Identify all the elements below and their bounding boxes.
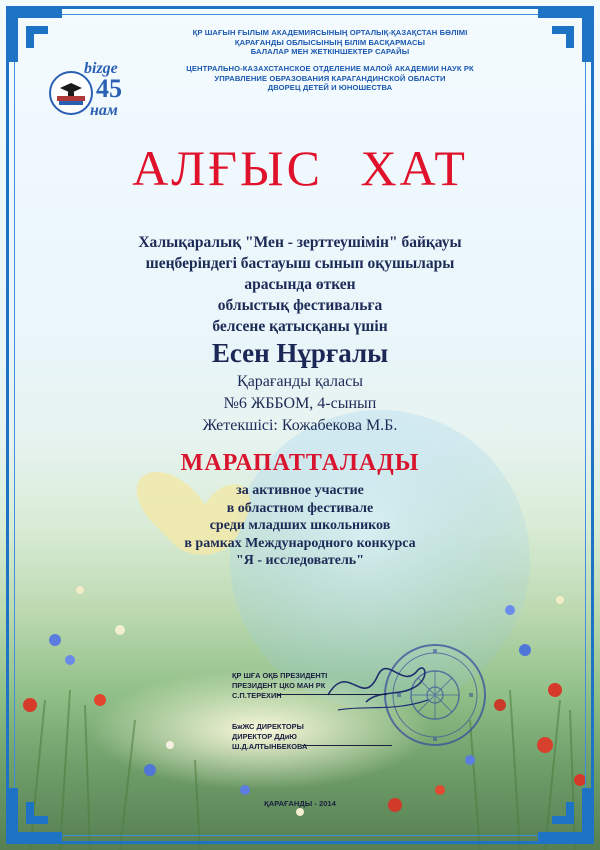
header-kz-line: ҚАРАҒАНДЫ ОБЛЫСЫНЫҢ БІЛІМ БАСҚАРМАСЫ: [234, 37, 426, 47]
signature-title-ru: ПРЕЗИДЕНТ ЦКО МАН РК: [232, 680, 326, 690]
header-kazakh: [120, 28, 540, 57]
recipient-supervisor: Жетекшісі: Кожабекова М.Б.: [202, 417, 398, 434]
reason-ru-line: за активное участие: [236, 483, 364, 498]
recipient-city: Қарағанды қаласы: [237, 373, 363, 390]
header-russian: [120, 64, 540, 93]
reason-kz-line: белсене қатысқаны үшін: [212, 318, 388, 335]
awarded-heading: МАРАПАТТАЛАДЫ: [180, 450, 420, 476]
corner-ornament-bottom-right-icon: [534, 784, 596, 846]
signature-person: Ш.Д.АЛТЫНБЕКОВА: [232, 741, 308, 751]
signature-director: [232, 722, 307, 751]
signature-title-kz: БжЖС ДИРЕКТОРЫ: [232, 722, 304, 731]
logo-text-bottom: нам: [90, 102, 118, 119]
reason-ru-line: в рамках Международного конкурса: [184, 535, 416, 551]
corner-ornament-top-left-icon: [4, 4, 66, 66]
handwritten-signature-icon: [318, 650, 438, 730]
logo-text-top: bizge: [84, 60, 118, 77]
signature-line-president: [277, 694, 387, 695]
reason-kz-line: облыстық фестивальға: [217, 297, 383, 314]
corner-ornament-bottom-left-icon: [4, 784, 66, 846]
reason-ru-line: среди младших школьников: [209, 518, 391, 533]
signature-line-director: [302, 745, 392, 746]
anniversary-logo: [48, 58, 130, 128]
header-kz-line: ҚР ШАҒЫН ҒЫЛЫМ АКАДЕМИЯСЫНЫҢ ОРТАЛЫҚ-ҚАЗАҚСТАН БӨЛІМІ: [192, 28, 468, 37]
signature-title-ru: ДИРЕКТОР ДДиЮ: [232, 731, 297, 741]
reason-ru-line: в областном фестивале: [226, 500, 374, 516]
reason-kazakh: [80, 232, 520, 337]
reason-kz-line: шеңберіндегі бастауыш сынып оқушылары: [145, 255, 455, 272]
footer-city-year: ҚАРАҒАНДЫ - 2014: [264, 799, 336, 808]
signature-title-kz: ҚР ШҒА ОҚБ ПРЕЗИДЕНТІ: [232, 671, 328, 680]
certificate-title: АЛҒЫС ХАТ: [132, 140, 468, 196]
reason-kz-line: Халықаралық "Мен - зерттеушімін" байқауы: [138, 234, 462, 251]
signature-person: С.П.ТЕРЕХИН: [232, 690, 282, 700]
logo-number: 45: [96, 74, 122, 103]
header-ru-line: ЦЕНТРАЛЬНО-КАЗАХСТАНСКОЕ ОТДЕЛЕНИЕ МАЛОЙ АКАДЕМИИ НАУК РК: [186, 64, 474, 73]
header-ru-line: ДВОРЕЦ ДЕТЕЙ И ЮНОШЕСТВА: [267, 83, 393, 92]
reason-kz-line: арасында өткен: [244, 276, 356, 293]
recipient-name: Есен Нұрғалы: [211, 338, 389, 368]
reason-ru-line: "Я - исследователь": [236, 553, 364, 568]
header-kz-line: БАЛАЛАР МЕН ЖЕТКІНШЕКТЕР САРАЙЫ: [250, 47, 410, 56]
corner-ornament-top-right-icon: [534, 4, 596, 66]
signature-president: [232, 671, 327, 700]
recipient-details: [80, 371, 520, 437]
reason-russian: [90, 482, 510, 570]
header-ru-line: УПРАВЛЕНИЕ ОБРАЗОВАНИЯ КАРАГАНДИНСКОЙ ОБЛАСТИ: [214, 73, 446, 83]
recipient-school: №6 ЖББОМ, 4-сынып: [223, 395, 377, 412]
